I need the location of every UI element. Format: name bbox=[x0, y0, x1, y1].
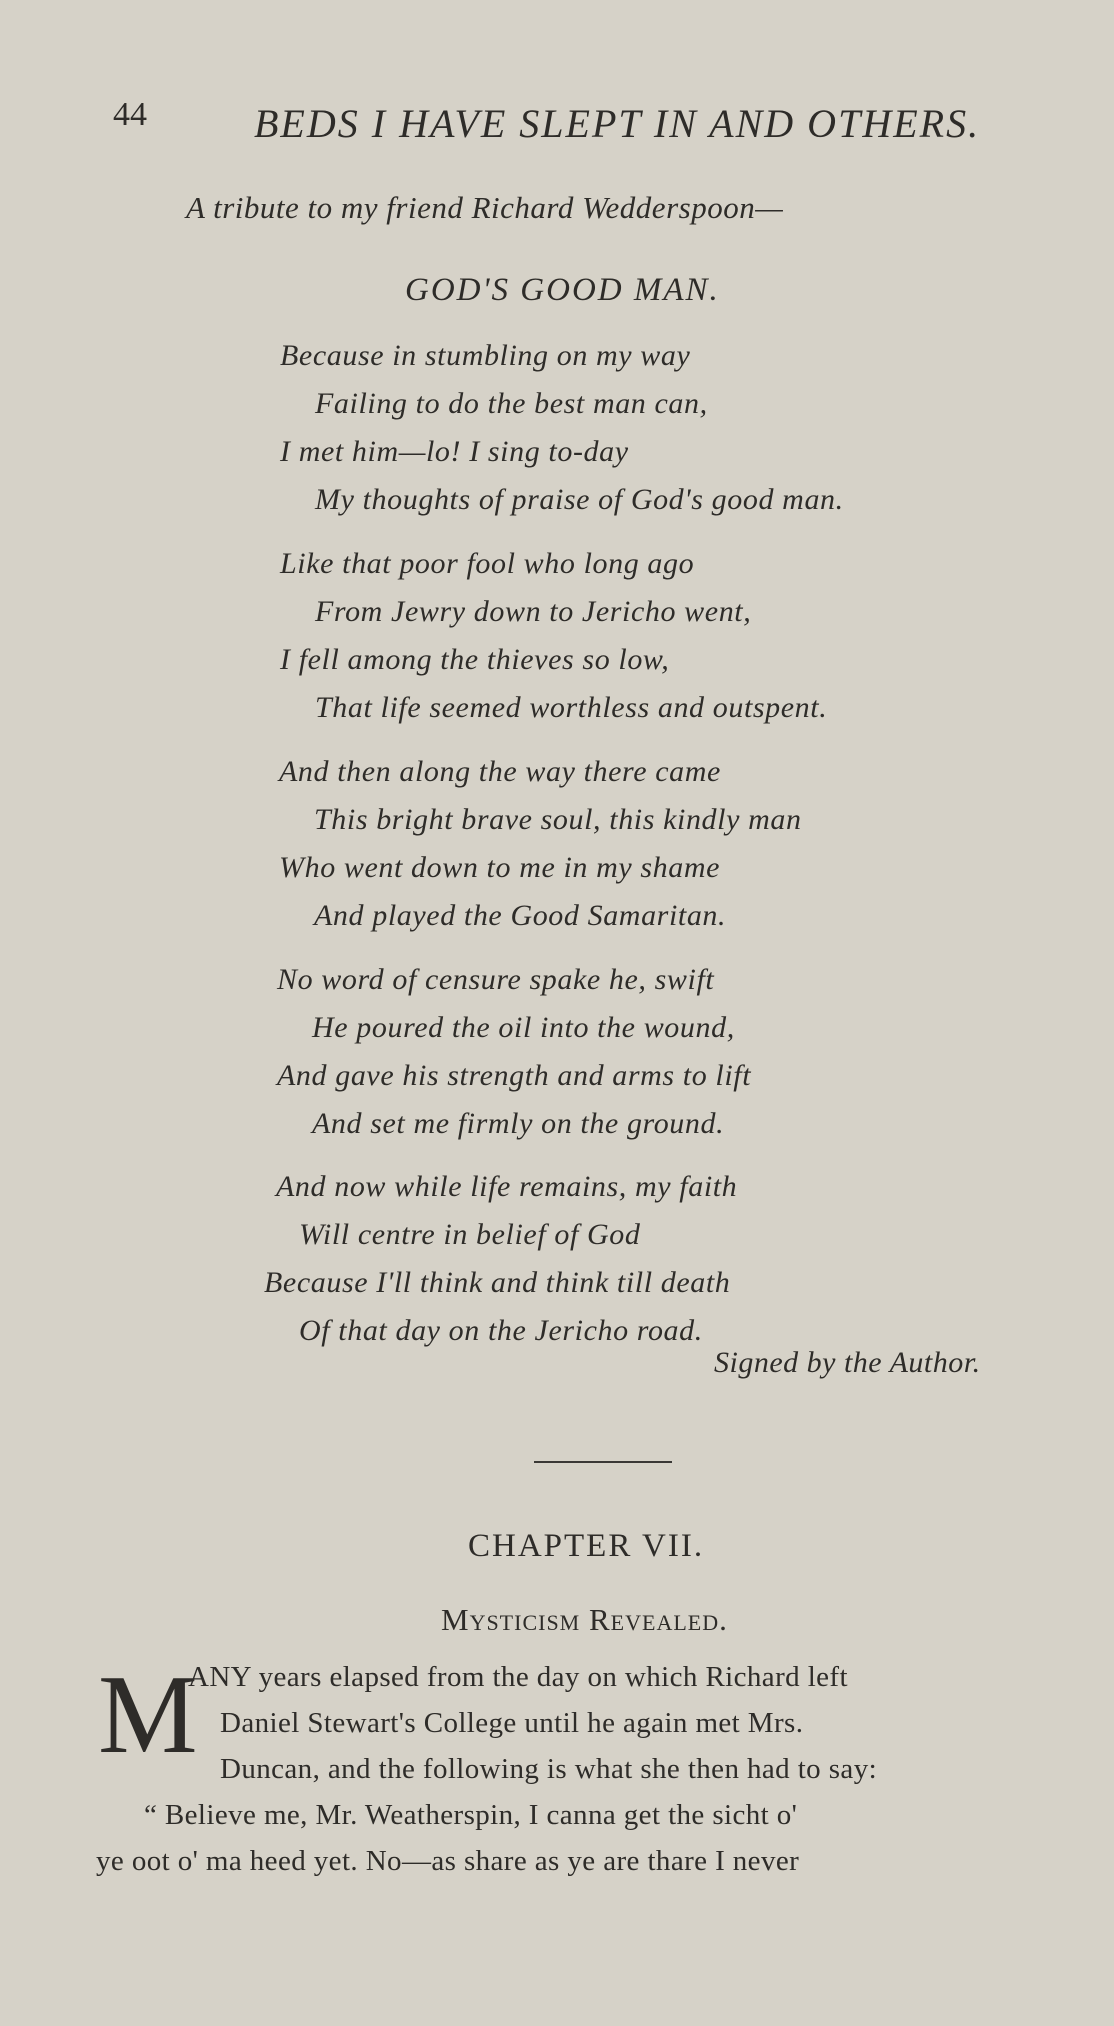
chapter-title: Mysticism Revealed. bbox=[441, 1602, 728, 1637]
poem-line: And gave his strength and arms to lift bbox=[277, 1059, 752, 1092]
poem-line: Because in stumbling on my way bbox=[280, 339, 691, 372]
body-text-line: Daniel Stewart's College until he again met Mrs. bbox=[220, 1707, 804, 1739]
poem-line: That life seemed worthless and outspent. bbox=[315, 691, 828, 724]
poem-line: I met him—lo! I sing to-day bbox=[280, 435, 629, 468]
poem-line: And then along the way there came bbox=[279, 755, 721, 788]
poem-line: He poured the oil into the wound, bbox=[312, 1011, 735, 1044]
body-text-line: ANY years elapsed from the day on which Richard left bbox=[188, 1661, 848, 1693]
page-number: 44 bbox=[113, 96, 147, 133]
poem-line: And now while life remains, my faith bbox=[276, 1170, 738, 1203]
poem-line: Failing to do the best man can, bbox=[315, 387, 708, 420]
poem-line: Will centre in belief of God bbox=[299, 1218, 641, 1251]
poem-line: My thoughts of praise of God's good man. bbox=[315, 483, 844, 516]
body-text-line: Duncan, and the following is what she then had to say: bbox=[220, 1753, 878, 1785]
chapter-heading: CHAPTER VII. bbox=[468, 1528, 705, 1564]
poem-title: GOD'S GOOD MAN. bbox=[405, 272, 720, 308]
poem-line: I fell among the thieves so low, bbox=[280, 643, 670, 676]
drop-cap: M bbox=[98, 1653, 198, 1777]
poem-line: This bright brave soul, this kindly man bbox=[314, 803, 802, 836]
poem-line: Who went down to me in my shame bbox=[279, 851, 721, 884]
body-text-line: “ Believe me, Mr. Weatherspin, I canna get the sicht o' bbox=[144, 1799, 798, 1831]
section-divider bbox=[534, 1461, 672, 1463]
poem-line: Of that day on the Jericho road. bbox=[299, 1314, 703, 1347]
dedication: A tribute to my friend Richard Wedderspoon— bbox=[186, 190, 784, 225]
body-text-line: ye oot o' ma heed yet. No—as share as ye are thare I never bbox=[96, 1845, 800, 1877]
poem-line: From Jewry down to Jericho went, bbox=[315, 595, 752, 628]
running-head: BEDS I HAVE SLEPT IN AND OTHERS. bbox=[254, 101, 981, 146]
poem-line: And set me firmly on the ground. bbox=[312, 1107, 725, 1140]
poem-line: Like that poor fool who long ago bbox=[280, 547, 695, 580]
poem-signature: Signed by the Author. bbox=[714, 1346, 981, 1379]
poem-line: And played the Good Samaritan. bbox=[314, 899, 727, 932]
poem-line: No word of censure spake he, swift bbox=[277, 963, 715, 996]
poem-line: Because I'll think and think till death bbox=[264, 1266, 731, 1299]
